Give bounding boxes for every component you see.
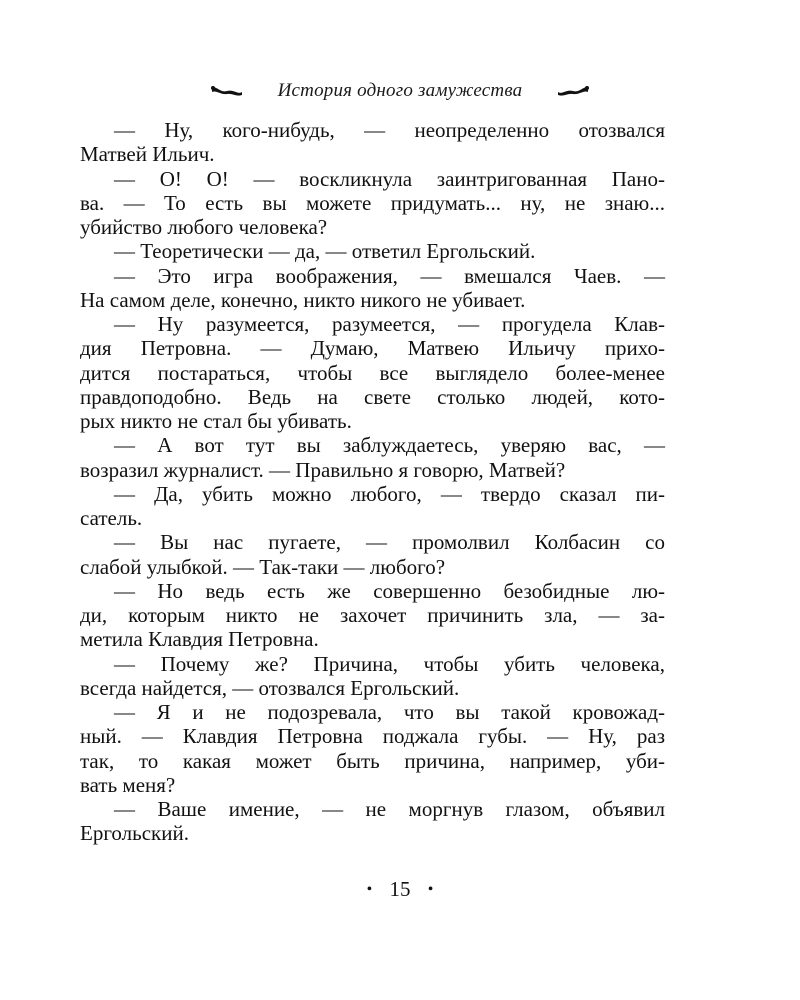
text-line: сатель. xyxy=(80,506,143,530)
footer-bullet-left: • xyxy=(366,881,373,898)
paragraph xyxy=(80,264,665,313)
text-line: Ергольский. xyxy=(80,821,189,846)
paragraph xyxy=(80,482,665,531)
text-line: так, то какая может быть причина, например, уби- xyxy=(80,748,665,773)
running-title: История одного замужества xyxy=(277,80,523,101)
paragraph xyxy=(80,312,665,433)
paragraph xyxy=(80,239,665,263)
paragraph xyxy=(80,652,665,701)
text-line: вать меня? xyxy=(80,772,176,797)
text-line: дится постараться, чтобы все выглядело более-менее xyxy=(80,360,665,385)
text-line: На самом деле, конечно, никто никого не убивает. xyxy=(80,287,526,312)
ornament-left-icon xyxy=(210,84,244,98)
paragraph xyxy=(80,530,665,579)
text-line: — Ну разумеется, разумеется, — прогудела Клав- xyxy=(114,312,665,336)
text-line: — Ну, кого-нибудь, — неопределенно отозвался xyxy=(114,118,665,142)
text-line: — Я и не подозревала, что вы такой кровожад- xyxy=(114,700,665,724)
text-line: всегда найдется, — отозвался Ергольский. xyxy=(80,675,460,700)
page-footer xyxy=(0,877,800,902)
text-line: — Это игра воображения, — вмешался Чаев. — xyxy=(114,263,665,288)
paragraph xyxy=(80,579,665,652)
text-line: ва. — То есть вы можете придумать... ну, не знаю... xyxy=(80,190,665,215)
footer-bullet-right: • xyxy=(427,881,434,898)
text-line: — Ваше имение, — не моргнув глазом, объявил xyxy=(114,797,665,821)
text-line: дия Петровна. — Думаю, Матвею Ильичу прихо- xyxy=(80,336,665,361)
paragraph xyxy=(80,167,665,240)
text-line: убийство любого человека? xyxy=(80,215,328,239)
text-line: слабой улыбкой. — Так-таки — любого? xyxy=(80,554,446,579)
text-line: ный. — Клавдия Петровна поджала губы. — Ну, раз xyxy=(80,724,665,749)
paragraph xyxy=(80,433,665,482)
page-number: 15 xyxy=(389,877,411,901)
text-line: возразил журналист. — Правильно я говорю, Матвей? xyxy=(80,457,566,482)
paragraph xyxy=(80,700,665,797)
text-line: — Теоретически — да, — ответил Ергольский. xyxy=(114,239,536,264)
paragraph xyxy=(80,797,665,846)
text-line: — Да, убить можно любого, — твердо сказал пи- xyxy=(114,481,665,506)
text-line: — А вот тут вы заблуждаетесь, уверяю вас, — xyxy=(114,433,665,458)
body-text xyxy=(80,118,665,846)
ornament-right-icon xyxy=(556,84,590,98)
text-line: рых никто не стал бы убивать. xyxy=(80,409,352,433)
paragraph xyxy=(80,118,665,167)
text-line: ди, которым никто не захочет причинить зла, — за- xyxy=(80,603,665,627)
text-line: — О! О! — воскликнула заинтригованная Пано- xyxy=(114,166,665,191)
running-header xyxy=(0,76,800,106)
text-line: — Но ведь есть же совершенно безобидные лю- xyxy=(114,578,665,603)
text-line: метила Клавдия Петровна. xyxy=(80,627,319,652)
text-line: — Вы нас пугаете, — промолвил Колбасин со xyxy=(114,530,665,555)
text-line: правдоподобно. Ведь на свете столько людей, кото- xyxy=(80,384,665,409)
text-line: — Почему же? Причина, чтобы убить человека, xyxy=(114,651,665,676)
text-line: Матвей Ильич. xyxy=(80,142,215,167)
